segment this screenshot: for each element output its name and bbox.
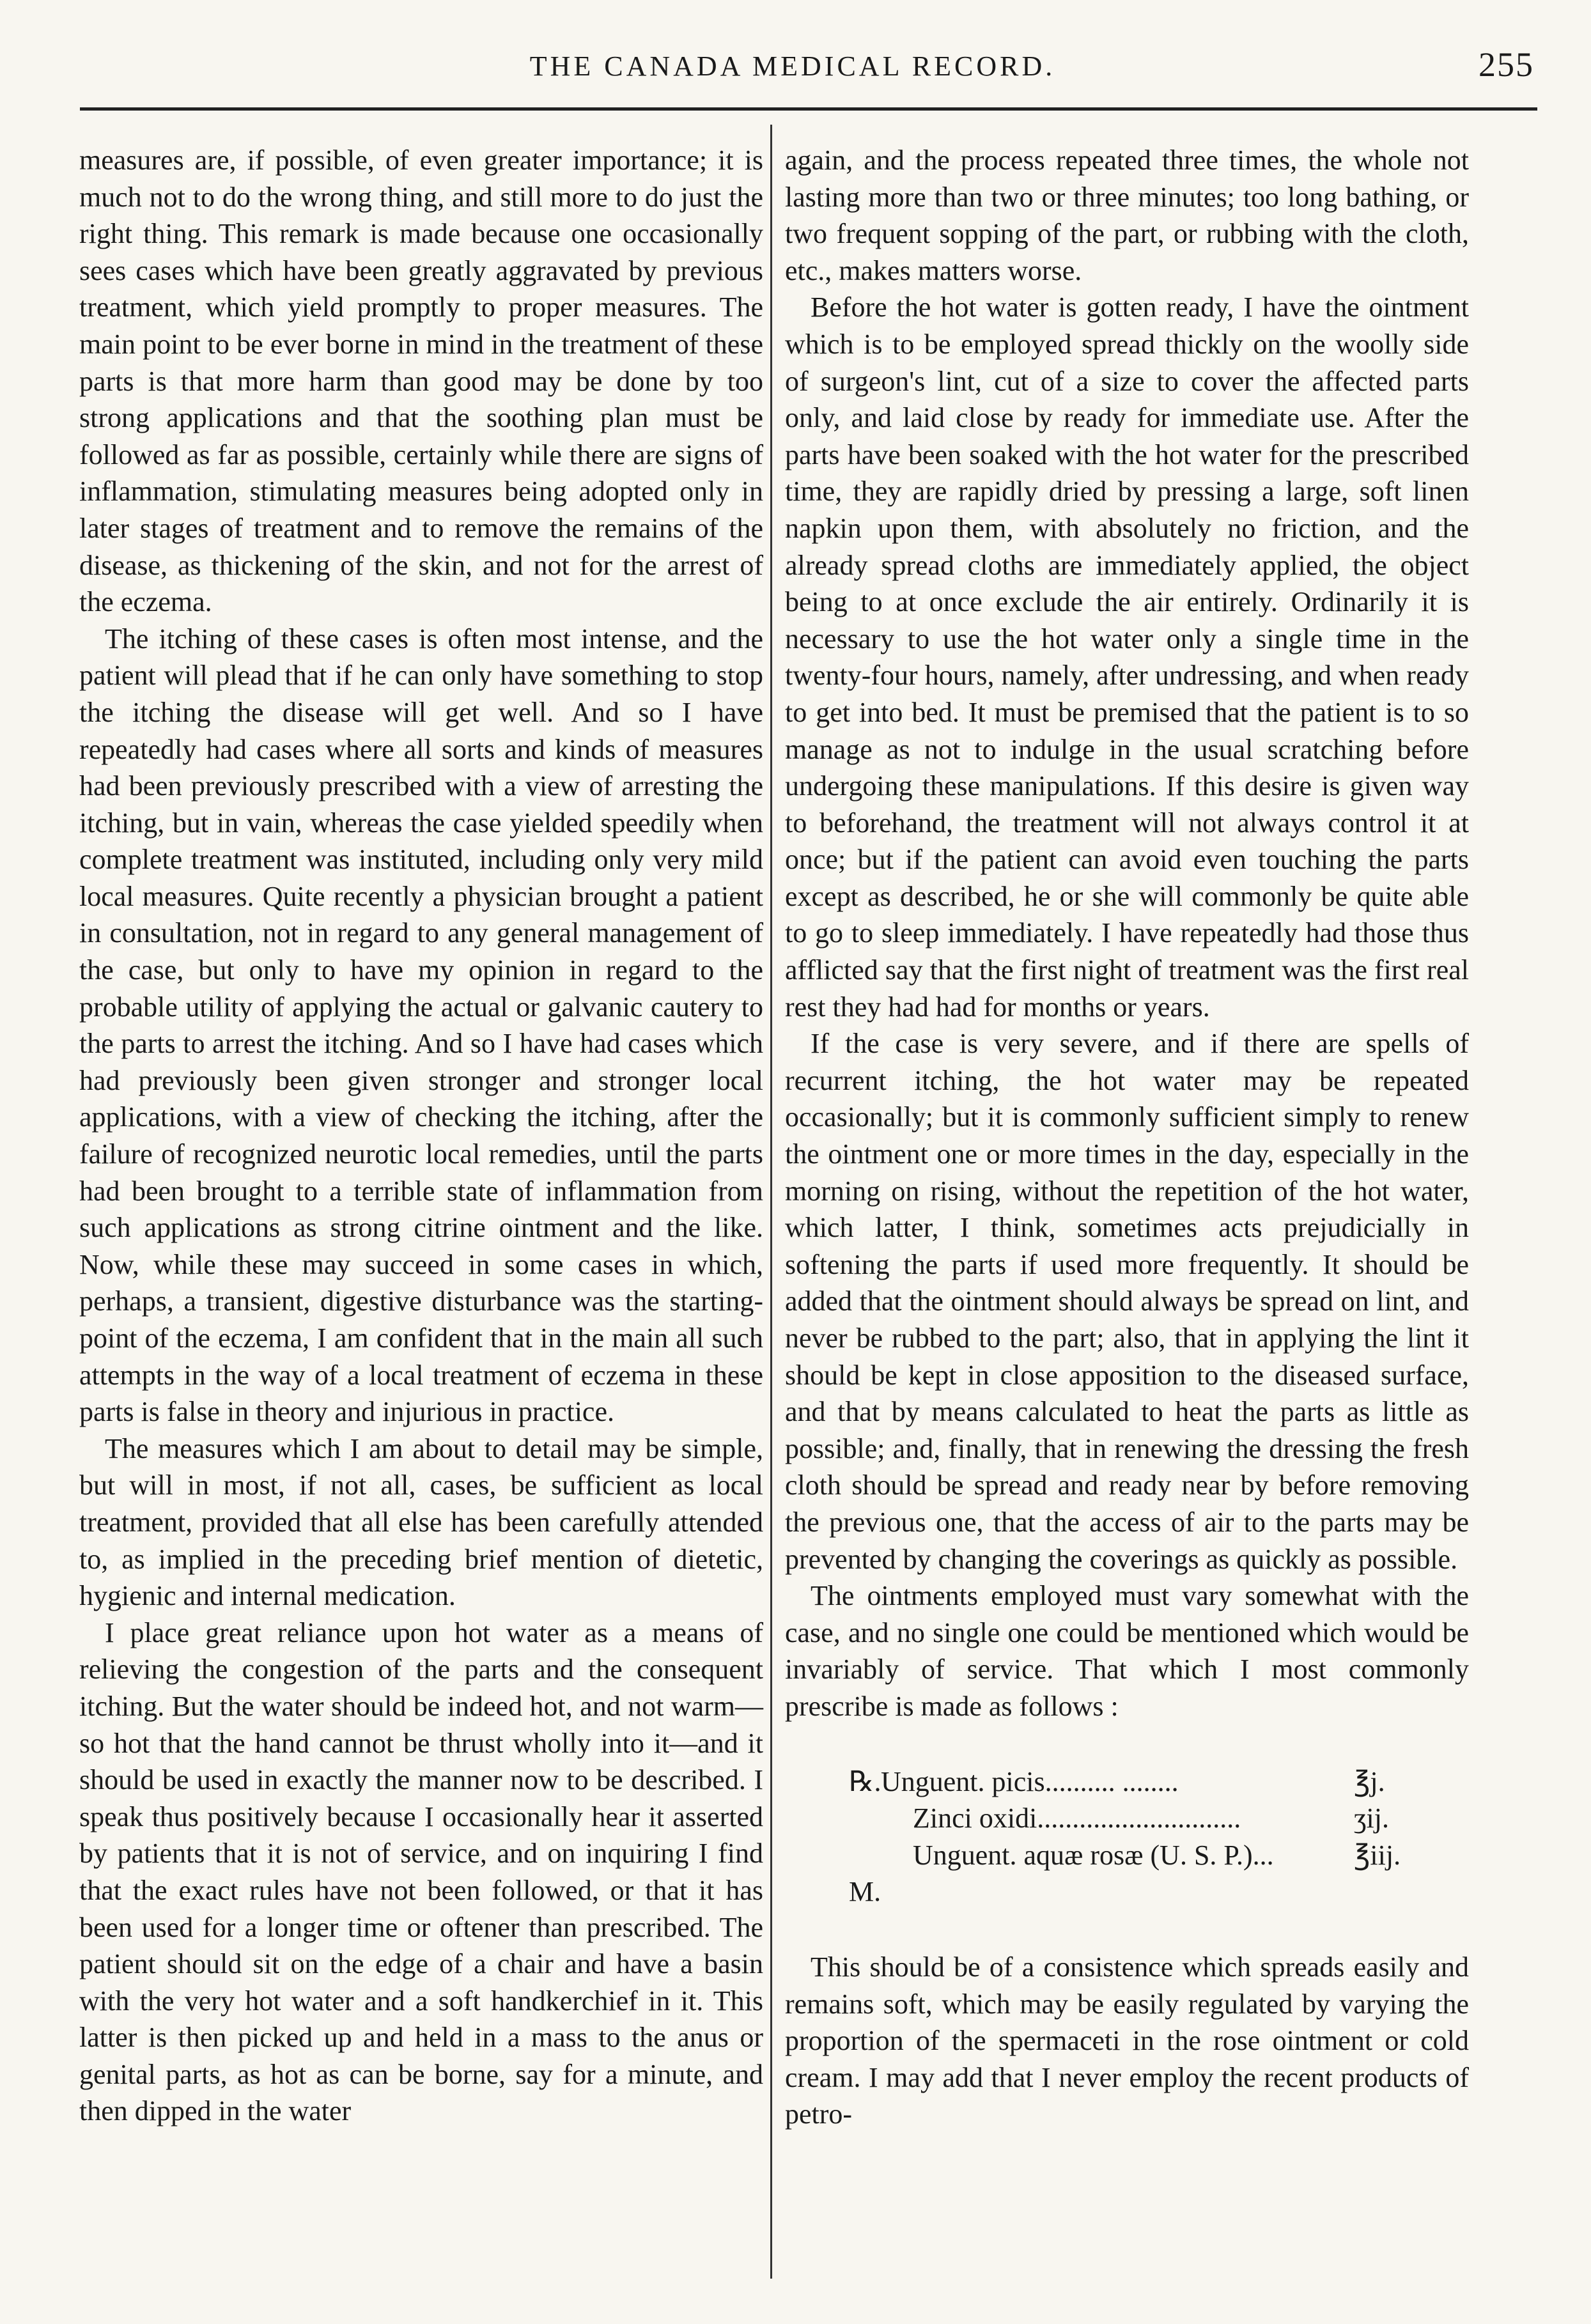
running-head (51, 38, 1534, 89)
paragraph: The itching of these cases is often most intense, and the patient will plead that if he can only have something to stop the itching the disease will get well. And so I have repeatedly had cases where all sorts and kinds of measures had been previously prescribed with a view of arresting the itching, but in vain, whereas the case yielded speedily when complete treatment was instituted, including only very mild local measures. Quite recently a physician brought a patient in consultation, not in regard to any general management of the case, but only to have my opinion in regard to the probable utility of applying the actual or galvanic cautery to the parts to arrest the itching. And so I have had cases which had previously been given stronger and stronger local applications, with a view of checking the itching, after the failure of recognized neurotic local remedies, until the parts had been brought to a terrible state of inflammation from such applications as strong citrine ointment and the like. Now, while these may succeed in some cases in which, perhaps, a transient, digestive disturbance was the starting-point of the eczema, I am confident that in the main all such attempts in the way of a local treatment of eczema in these parts is false in theory and injurious in practice. (79, 623, 763, 1428)
ingredient-dose: ℥iij. (1354, 1839, 1401, 1871)
paragraph: This should be of a consistence which spreads easily and remains soft, which may be easily regulated by varying the proportion of the spermaceti in the rose ointment or cold cream. I may add that I never employ the recent products of petro- (785, 1951, 1469, 2130)
prescription-line (785, 1800, 1469, 1837)
paragraph: again, and the process repeated three times, the whole not lasting more than two or three minutes; too long bathing, or two frequent sopping of the part, or rubbing with the cloth, etc., makes matters worse. (785, 144, 1469, 286)
ingredient-name: Unguent. picis.......... ........ (881, 1765, 1179, 1797)
paragraph: If the case is very severe, and if there are spells of recurrent itching, the hot water may be repeated occasionally; but it is commonly sufficient simply to renew the ointment one or more times in the day, especially in the morning on rising, without the repetition of the hot water, which latter, I think, sometimes acts prejudicially in softening the parts if used more frequently. It should be added that the ointment should always be spread on lint, and never be rubbed to the part; also, that in applying the lint it should be kept in close apposition to the diseased surface, and that by means calculated to heat the parts as little as possible; and, finally, that in renewing the dressing the fresh cloth should be spread and ready near by before removing the previous one, that the access of air to the parts may be prevented by changing the coverings as quickly as possible. (785, 1028, 1469, 1575)
ingredient-dose: ℥j. (1354, 1765, 1385, 1797)
left-column (79, 142, 763, 2130)
prescription-line (785, 1837, 1469, 1874)
paragraph: The ointments employed must vary somewhat with the case, and no single one could be mentioned which would be invariably of service. That which I most commonly prescribe is made as follows : (785, 1580, 1469, 1722)
header-rule (80, 107, 1537, 111)
prescription (785, 1763, 1469, 1910)
column-divider (770, 125, 772, 2279)
paragraph: The measures which I am about to detail may be simple, but will in most, if not all, cases, be sufficient as local treatment, provided that all else has been carefully attended to, as implied in the preceding brief mention of dietetic, hygienic and internal medication. (79, 1432, 763, 1612)
ingredient-name: Unguent. aquæ rosæ (U. S. P.)... (913, 1839, 1274, 1871)
paragraph: Before the hot water is gotten ready, I have the ointment which is to be employed spread thickly on the woolly side of surgeon's lint, cut of a size to cover the affected parts only, and laid close by ready for immediate use. After the parts have been soaked with the hot water for the prescribed time, they are rapidly dried by pressing a large, soft linen napkin upon them, with absolutely no friction, and the already spread cloths are immediately applied, the object being to at once exclude the air entirely. Ordinarily it is necessary to use the hot water only a single time in the twenty-four hours, namely, after undressing, and when ready to get into bed. It must be premised that the patient is to so manage as not to indulge in the usual scratching before undergoing these manipulations. If this desire is given way to beforehand, the treatment will not always control it at once; but if the patient can avoid even touching the parts except as described, he or she will commonly be quite able to go to sleep immediately. I have repeatedly had those thus afflicted say that the first night of treatment was the first real rest they had had for months or years. (785, 291, 1469, 1023)
page-number: 255 (1478, 45, 1534, 84)
right-column (785, 142, 1469, 2133)
journal-title: THE CANADA MEDICAL RECORD. (529, 50, 1056, 82)
paragraph: measures are, if possible, of even greater importance; it is much not to do the wrong thing, and still more to do just the right thing. This remark is made because one occasionally sees cases which have been greatly aggravated by previous treatment, which yield promptly to proper measures. The main point to be ever borne in mind in the treatment of these parts is that more harm than good may be done by too strong applications and that the soothing plan must be followed as far as possible, certainly while there are signs of inflammation, stimulating measures being adopted only in later stages of treatment and to remove the remains of the disease, as thickening of the skin, and not for the arrest of the eczema. (79, 144, 763, 618)
paragraph: I place great reliance upon hot water as a means of relieving the congestion of the parts and the consequent itching. But the water should be indeed hot, and not warm—so hot that the hand cannot be thrust wholly into it—and it should be used in exactly the manner now to be described. I speak thus positively because I occasionally hear it asserted by patients that it is not of service, and on inquiring I find that the exact rules have not been followed, or that it has been used for a longer time or oftener than prescribed. The patient should sit on the edge of a chair and have a basin with the very hot water and a soft handkerchief in it. This latter is then picked up and held in a mass to the anus or genital parts, as hot as can be borne, say for a minute, and then dipped in the water (79, 1616, 763, 2127)
prescription-signa: M. (849, 1876, 881, 1908)
ingredient-name: Zinci oxidi............................. (913, 1802, 1241, 1834)
prescription-line (785, 1763, 1469, 1801)
ingredient-dose: ʒij. (1354, 1802, 1389, 1834)
recipe-symbol: ℞. (849, 1765, 881, 1797)
